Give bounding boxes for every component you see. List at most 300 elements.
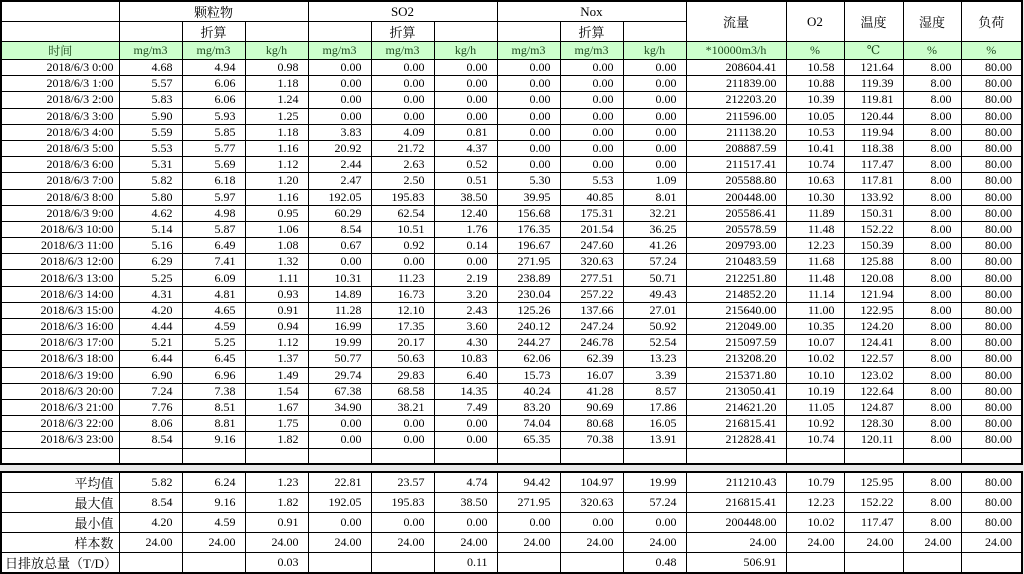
value-cell[interactable]: 1.12: [245, 335, 308, 351]
value-cell[interactable]: 1.76: [434, 221, 497, 237]
value-cell[interactable]: 3.39: [623, 367, 686, 383]
value-cell[interactable]: 50.92: [623, 319, 686, 335]
value-cell[interactable]: 1.24: [245, 92, 308, 108]
value-cell[interactable]: 0.00: [623, 60, 686, 76]
value-cell[interactable]: 8.81: [182, 416, 245, 432]
value-cell[interactable]: 156.68: [497, 205, 560, 221]
value-cell[interactable]: 8.00: [903, 238, 961, 254]
value-cell[interactable]: 124.41: [844, 335, 903, 351]
value-cell[interactable]: 8.00: [903, 351, 961, 367]
value-cell[interactable]: 0.00: [497, 157, 560, 173]
value-cell[interactable]: 11.28: [308, 302, 371, 318]
empty-cell[interactable]: [623, 22, 686, 42]
value-cell[interactable]: 0.00: [560, 140, 623, 156]
value-cell[interactable]: 205588.80: [686, 173, 786, 189]
time-cell[interactable]: 2018/6/3 10:00: [1, 221, 119, 237]
summary-value-cell[interactable]: 80.00: [961, 513, 1022, 533]
header-nox-converted[interactable]: 折算: [560, 22, 623, 42]
time-cell[interactable]: 2018/6/3 9:00: [1, 205, 119, 221]
empty-cell[interactable]: [497, 448, 560, 464]
summary-value-cell[interactable]: 8.54: [119, 493, 182, 513]
value-cell[interactable]: 5.25: [119, 270, 182, 286]
value-cell[interactable]: 277.51: [560, 270, 623, 286]
value-cell[interactable]: 8.01: [623, 189, 686, 205]
summary-label[interactable]: 最小值: [1, 513, 119, 533]
value-cell[interactable]: 0.00: [623, 124, 686, 140]
value-cell[interactable]: 8.00: [903, 302, 961, 318]
value-cell[interactable]: 0.98: [245, 60, 308, 76]
summary-value-cell[interactable]: 4.74: [434, 472, 497, 493]
value-cell[interactable]: 0.00: [497, 76, 560, 92]
empty-cell[interactable]: [434, 448, 497, 464]
summary-label[interactable]: 平均值: [1, 472, 119, 493]
value-cell[interactable]: 8.00: [903, 189, 961, 205]
value-cell[interactable]: 238.89: [497, 270, 560, 286]
value-cell[interactable]: 80.00: [961, 92, 1022, 108]
value-cell[interactable]: 8.00: [903, 108, 961, 124]
value-cell[interactable]: 0.00: [434, 60, 497, 76]
value-cell[interactable]: 6.09: [182, 270, 245, 286]
value-cell[interactable]: 0.00: [560, 124, 623, 140]
summary-value-cell[interactable]: 24.00: [686, 533, 786, 553]
empty-cell[interactable]: [844, 448, 903, 464]
value-cell[interactable]: 211517.41: [686, 157, 786, 173]
value-cell[interactable]: 0.00: [497, 60, 560, 76]
empty-cell[interactable]: [119, 448, 182, 464]
summary-value-cell[interactable]: [844, 553, 903, 574]
summary-value-cell[interactable]: [497, 553, 560, 574]
value-cell[interactable]: 4.37: [434, 140, 497, 156]
summary-value-cell[interactable]: 24.00: [623, 533, 686, 553]
value-cell[interactable]: 230.04: [497, 286, 560, 302]
value-cell[interactable]: 80.68: [560, 416, 623, 432]
value-cell[interactable]: 10.51: [371, 221, 434, 237]
summary-value-cell[interactable]: 24.00: [182, 533, 245, 553]
summary-value-cell[interactable]: 8.00: [903, 493, 961, 513]
summary-value-cell[interactable]: [560, 553, 623, 574]
value-cell[interactable]: 80.00: [961, 173, 1022, 189]
time-header[interactable]: 时间: [1, 42, 119, 60]
value-cell[interactable]: 4.65: [182, 302, 245, 318]
value-cell[interactable]: 10.02: [786, 351, 844, 367]
value-cell[interactable]: 0.00: [434, 92, 497, 108]
value-cell[interactable]: 68.58: [371, 383, 434, 399]
header-flow[interactable]: 流量: [686, 1, 786, 42]
value-cell[interactable]: 34.90: [308, 399, 371, 415]
value-cell[interactable]: 12.40: [434, 205, 497, 221]
value-cell[interactable]: 10.63: [786, 173, 844, 189]
value-cell[interactable]: 0.00: [308, 76, 371, 92]
value-cell[interactable]: 4.98: [182, 205, 245, 221]
value-cell[interactable]: 10.74: [786, 432, 844, 448]
value-cell[interactable]: 5.80: [119, 189, 182, 205]
value-cell[interactable]: 123.02: [844, 367, 903, 383]
value-cell[interactable]: 8.00: [903, 140, 961, 156]
value-cell[interactable]: 10.53: [786, 124, 844, 140]
value-cell[interactable]: 8.00: [903, 157, 961, 173]
empty-cell[interactable]: [1, 1, 119, 22]
value-cell[interactable]: 8.51: [182, 399, 245, 415]
summary-value-cell[interactable]: [308, 553, 371, 574]
time-cell[interactable]: 2018/6/3 16:00: [1, 319, 119, 335]
value-cell[interactable]: 124.20: [844, 319, 903, 335]
empty-cell[interactable]: [786, 448, 844, 464]
value-cell[interactable]: 205578.59: [686, 221, 786, 237]
value-cell[interactable]: 5.77: [182, 140, 245, 156]
value-cell[interactable]: 2.43: [434, 302, 497, 318]
value-cell[interactable]: 8.54: [119, 432, 182, 448]
value-cell[interactable]: 211138.20: [686, 124, 786, 140]
value-cell[interactable]: 6.06: [182, 76, 245, 92]
value-cell[interactable]: 0.67: [308, 238, 371, 254]
value-cell[interactable]: 8.00: [903, 76, 961, 92]
value-cell[interactable]: 0.00: [560, 60, 623, 76]
value-cell[interactable]: 12.23: [786, 238, 844, 254]
value-cell[interactable]: 271.95: [497, 254, 560, 270]
value-cell[interactable]: 80.00: [961, 286, 1022, 302]
value-cell[interactable]: 11.23: [371, 270, 434, 286]
value-cell[interactable]: 4.31: [119, 286, 182, 302]
value-cell[interactable]: 8.00: [903, 270, 961, 286]
value-cell[interactable]: 240.12: [497, 319, 560, 335]
value-cell[interactable]: 8.00: [903, 205, 961, 221]
value-cell[interactable]: 0.00: [623, 92, 686, 108]
value-cell[interactable]: 4.30: [434, 335, 497, 351]
value-cell[interactable]: 1.09: [623, 173, 686, 189]
summary-value-cell[interactable]: 24.00: [844, 533, 903, 553]
value-cell[interactable]: 8.00: [903, 319, 961, 335]
value-cell[interactable]: 11.89: [786, 205, 844, 221]
time-cell[interactable]: 2018/6/3 20:00: [1, 383, 119, 399]
value-cell[interactable]: 10.30: [786, 189, 844, 205]
empty-cell[interactable]: [1, 448, 119, 464]
value-cell[interactable]: 121.94: [844, 286, 903, 302]
summary-value-cell[interactable]: 0.00: [371, 513, 434, 533]
value-cell[interactable]: 210483.59: [686, 254, 786, 270]
value-cell[interactable]: 5.90: [119, 108, 182, 124]
value-cell[interactable]: 176.35: [497, 221, 560, 237]
value-cell[interactable]: 0.00: [623, 108, 686, 124]
value-cell[interactable]: 80.00: [961, 254, 1022, 270]
value-cell[interactable]: 0.00: [371, 108, 434, 124]
value-cell[interactable]: 5.30: [497, 173, 560, 189]
value-cell[interactable]: 10.31: [308, 270, 371, 286]
unit-cell[interactable]: mg/m3: [371, 42, 434, 60]
value-cell[interactable]: 6.40: [434, 367, 497, 383]
summary-value-cell[interactable]: 195.83: [371, 493, 434, 513]
value-cell[interactable]: 1.75: [245, 416, 308, 432]
value-cell[interactable]: 133.92: [844, 189, 903, 205]
time-cell[interactable]: 2018/6/3 18:00: [1, 351, 119, 367]
value-cell[interactable]: 119.81: [844, 92, 903, 108]
value-cell[interactable]: 0.00: [497, 92, 560, 108]
empty-cell[interactable]: [308, 448, 371, 464]
value-cell[interactable]: 41.28: [560, 383, 623, 399]
value-cell[interactable]: 175.31: [560, 205, 623, 221]
value-cell[interactable]: 5.82: [119, 173, 182, 189]
value-cell[interactable]: 0.81: [434, 124, 497, 140]
value-cell[interactable]: 7.24: [119, 383, 182, 399]
summary-value-cell[interactable]: 192.05: [308, 493, 371, 513]
value-cell[interactable]: 80.00: [961, 205, 1022, 221]
empty-cell[interactable]: [903, 448, 961, 464]
value-cell[interactable]: 208887.59: [686, 140, 786, 156]
value-cell[interactable]: 0.00: [371, 92, 434, 108]
summary-value-cell[interactable]: 24.00: [371, 533, 434, 553]
value-cell[interactable]: 5.83: [119, 92, 182, 108]
value-cell[interactable]: 3.60: [434, 319, 497, 335]
value-cell[interactable]: 152.22: [844, 221, 903, 237]
value-cell[interactable]: 0.51: [434, 173, 497, 189]
value-cell[interactable]: 0.00: [308, 416, 371, 432]
summary-value-cell[interactable]: 0.00: [434, 513, 497, 533]
value-cell[interactable]: 2.44: [308, 157, 371, 173]
summary-value-cell[interactable]: 0.00: [497, 513, 560, 533]
unit-cell[interactable]: kg/h: [434, 42, 497, 60]
value-cell[interactable]: 212049.00: [686, 319, 786, 335]
value-cell[interactable]: 122.64: [844, 383, 903, 399]
time-cell[interactable]: 2018/6/3 3:00: [1, 108, 119, 124]
value-cell[interactable]: 40.24: [497, 383, 560, 399]
value-cell[interactable]: 1.82: [245, 432, 308, 448]
value-cell[interactable]: 1.18: [245, 76, 308, 92]
summary-value-cell[interactable]: 12.23: [786, 493, 844, 513]
time-cell[interactable]: 2018/6/3 22:00: [1, 416, 119, 432]
value-cell[interactable]: 8.00: [903, 286, 961, 302]
value-cell[interactable]: 120.08: [844, 270, 903, 286]
value-cell[interactable]: 0.95: [245, 205, 308, 221]
value-cell[interactable]: 80.00: [961, 76, 1022, 92]
value-cell[interactable]: 120.11: [844, 432, 903, 448]
value-cell[interactable]: 5.97: [182, 189, 245, 205]
value-cell[interactable]: 4.62: [119, 205, 182, 221]
value-cell[interactable]: 5.16: [119, 238, 182, 254]
value-cell[interactable]: 6.44: [119, 351, 182, 367]
empty-cell[interactable]: [182, 448, 245, 464]
value-cell[interactable]: 10.07: [786, 335, 844, 351]
value-cell[interactable]: 38.21: [371, 399, 434, 415]
summary-label[interactable]: 样本数: [1, 533, 119, 553]
value-cell[interactable]: 246.78: [560, 335, 623, 351]
value-cell[interactable]: 12.10: [371, 302, 434, 318]
value-cell[interactable]: 20.17: [371, 335, 434, 351]
value-cell[interactable]: 38.50: [434, 189, 497, 205]
value-cell[interactable]: 5.31: [119, 157, 182, 173]
value-cell[interactable]: 1.16: [245, 140, 308, 156]
value-cell[interactable]: 49.43: [623, 286, 686, 302]
summary-value-cell[interactable]: 24.00: [308, 533, 371, 553]
value-cell[interactable]: 2.63: [371, 157, 434, 173]
value-cell[interactable]: 40.85: [560, 189, 623, 205]
value-cell[interactable]: 15.73: [497, 367, 560, 383]
value-cell[interactable]: 5.14: [119, 221, 182, 237]
empty-cell[interactable]: [1, 22, 119, 42]
value-cell[interactable]: 21.72: [371, 140, 434, 156]
value-cell[interactable]: 150.31: [844, 205, 903, 221]
value-cell[interactable]: 0.00: [623, 140, 686, 156]
value-cell[interactable]: 0.00: [371, 416, 434, 432]
summary-value-cell[interactable]: 24.00: [560, 533, 623, 553]
value-cell[interactable]: 13.91: [623, 432, 686, 448]
value-cell[interactable]: 8.00: [903, 335, 961, 351]
summary-value-cell[interactable]: 0.91: [245, 513, 308, 533]
unit-cell-flow[interactable]: *10000m3/h: [686, 42, 786, 60]
time-cell[interactable]: 2018/6/3 23:00: [1, 432, 119, 448]
summary-value-cell[interactable]: 211210.43: [686, 472, 786, 493]
value-cell[interactable]: 0.00: [308, 432, 371, 448]
summary-value-cell[interactable]: 24.00: [961, 533, 1022, 553]
value-cell[interactable]: 212828.41: [686, 432, 786, 448]
value-cell[interactable]: 0.14: [434, 238, 497, 254]
value-cell[interactable]: 32.21: [623, 205, 686, 221]
summary-value-cell[interactable]: 104.97: [560, 472, 623, 493]
value-cell[interactable]: 4.81: [182, 286, 245, 302]
value-cell[interactable]: 10.10: [786, 367, 844, 383]
empty-cell[interactable]: [371, 448, 434, 464]
value-cell[interactable]: 50.63: [371, 351, 434, 367]
summary-value-cell[interactable]: 24.00: [497, 533, 560, 553]
value-cell[interactable]: 212251.80: [686, 270, 786, 286]
value-cell[interactable]: 5.85: [182, 124, 245, 140]
value-cell[interactable]: 120.44: [844, 108, 903, 124]
value-cell[interactable]: 39.95: [497, 189, 560, 205]
value-cell[interactable]: 1.25: [245, 108, 308, 124]
value-cell[interactable]: 215640.00: [686, 302, 786, 318]
value-cell[interactable]: 17.86: [623, 399, 686, 415]
unit-cell[interactable]: mg/m3: [497, 42, 560, 60]
value-cell[interactable]: 125.88: [844, 254, 903, 270]
value-cell[interactable]: 1.32: [245, 254, 308, 270]
value-cell[interactable]: 3.20: [434, 286, 497, 302]
value-cell[interactable]: 117.81: [844, 173, 903, 189]
value-cell[interactable]: 122.95: [844, 302, 903, 318]
value-cell[interactable]: 10.83: [434, 351, 497, 367]
value-cell[interactable]: 62.39: [560, 351, 623, 367]
value-cell[interactable]: 0.00: [434, 108, 497, 124]
value-cell[interactable]: 200448.00: [686, 189, 786, 205]
time-cell[interactable]: 2018/6/3 12:00: [1, 254, 119, 270]
value-cell[interactable]: 8.00: [903, 399, 961, 415]
value-cell[interactable]: 119.39: [844, 76, 903, 92]
summary-value-cell[interactable]: 9.16: [182, 493, 245, 513]
value-cell[interactable]: 0.00: [434, 416, 497, 432]
summary-value-cell[interactable]: 152.22: [844, 493, 903, 513]
value-cell[interactable]: 121.64: [844, 60, 903, 76]
value-cell[interactable]: 4.44: [119, 319, 182, 335]
value-cell[interactable]: 0.00: [560, 92, 623, 108]
header-group-particulate[interactable]: 颗粒物: [119, 1, 308, 22]
value-cell[interactable]: 0.00: [308, 92, 371, 108]
value-cell[interactable]: 6.45: [182, 351, 245, 367]
value-cell[interactable]: 8.00: [903, 367, 961, 383]
time-cell[interactable]: 2018/6/3 19:00: [1, 367, 119, 383]
value-cell[interactable]: 11.48: [786, 270, 844, 286]
time-cell[interactable]: 2018/6/3 7:00: [1, 173, 119, 189]
value-cell[interactable]: 19.99: [308, 335, 371, 351]
value-cell[interactable]: 0.00: [371, 432, 434, 448]
summary-value-cell[interactable]: 271.95: [497, 493, 560, 513]
value-cell[interactable]: 128.30: [844, 416, 903, 432]
value-cell[interactable]: 4.68: [119, 60, 182, 76]
value-cell[interactable]: 0.00: [371, 60, 434, 76]
time-cell[interactable]: 2018/6/3 1:00: [1, 76, 119, 92]
summary-value-cell[interactable]: 24.00: [119, 533, 182, 553]
value-cell[interactable]: 7.49: [434, 399, 497, 415]
value-cell[interactable]: 20.92: [308, 140, 371, 156]
value-cell[interactable]: 8.00: [903, 254, 961, 270]
summary-value-cell[interactable]: 8.00: [903, 513, 961, 533]
value-cell[interactable]: 1.20: [245, 173, 308, 189]
value-cell[interactable]: 8.00: [903, 221, 961, 237]
summary-value-cell[interactable]: [119, 553, 182, 574]
value-cell[interactable]: 80.00: [961, 367, 1022, 383]
value-cell[interactable]: 10.35: [786, 319, 844, 335]
empty-cell[interactable]: [434, 22, 497, 42]
value-cell[interactable]: 80.00: [961, 302, 1022, 318]
value-cell[interactable]: 13.23: [623, 351, 686, 367]
value-cell[interactable]: 52.54: [623, 335, 686, 351]
value-cell[interactable]: 0.00: [497, 124, 560, 140]
header-humidity[interactable]: 湿度: [903, 1, 961, 42]
value-cell[interactable]: 16.07: [560, 367, 623, 383]
summary-value-cell[interactable]: [961, 553, 1022, 574]
value-cell[interactable]: 0.00: [308, 254, 371, 270]
value-cell[interactable]: 6.90: [119, 367, 182, 383]
header-group-nox[interactable]: Nox: [497, 1, 686, 22]
unit-cell-humidity[interactable]: %: [903, 42, 961, 60]
summary-value-cell[interactable]: 1.82: [245, 493, 308, 513]
value-cell[interactable]: 5.21: [119, 335, 182, 351]
summary-value-cell[interactable]: 0.00: [308, 513, 371, 533]
value-cell[interactable]: 14.35: [434, 383, 497, 399]
time-cell[interactable]: 2018/6/3 15:00: [1, 302, 119, 318]
time-cell[interactable]: 2018/6/3 17:00: [1, 335, 119, 351]
value-cell[interactable]: 0.91: [245, 302, 308, 318]
value-cell[interactable]: 90.69: [560, 399, 623, 415]
value-cell[interactable]: 0.00: [497, 140, 560, 156]
value-cell[interactable]: 80.00: [961, 238, 1022, 254]
value-cell[interactable]: 10.74: [786, 157, 844, 173]
value-cell[interactable]: 5.87: [182, 221, 245, 237]
value-cell[interactable]: 11.48: [786, 221, 844, 237]
value-cell[interactable]: 0.00: [560, 157, 623, 173]
summary-value-cell[interactable]: 4.20: [119, 513, 182, 533]
value-cell[interactable]: 8.00: [903, 92, 961, 108]
value-cell[interactable]: 0.52: [434, 157, 497, 173]
header-so2-converted[interactable]: 折算: [371, 22, 434, 42]
value-cell[interactable]: 80.00: [961, 221, 1022, 237]
time-cell[interactable]: 2018/6/3 5:00: [1, 140, 119, 156]
summary-value-cell[interactable]: 4.59: [182, 513, 245, 533]
value-cell[interactable]: 6.06: [182, 92, 245, 108]
value-cell[interactable]: 10.19: [786, 383, 844, 399]
value-cell[interactable]: 1.18: [245, 124, 308, 140]
value-cell[interactable]: 65.35: [497, 432, 560, 448]
value-cell[interactable]: 3.83: [308, 124, 371, 140]
empty-cell[interactable]: [245, 448, 308, 464]
value-cell[interactable]: 70.38: [560, 432, 623, 448]
value-cell[interactable]: 215097.59: [686, 335, 786, 351]
value-cell[interactable]: 29.83: [371, 367, 434, 383]
summary-value-cell[interactable]: 24.00: [903, 533, 961, 553]
value-cell[interactable]: 119.94: [844, 124, 903, 140]
value-cell[interactable]: 14.89: [308, 286, 371, 302]
summary-value-cell[interactable]: 0.03: [245, 553, 308, 574]
value-cell[interactable]: 1.12: [245, 157, 308, 173]
value-cell[interactable]: 6.49: [182, 238, 245, 254]
value-cell[interactable]: 1.16: [245, 189, 308, 205]
summary-value-cell[interactable]: 94.42: [497, 472, 560, 493]
